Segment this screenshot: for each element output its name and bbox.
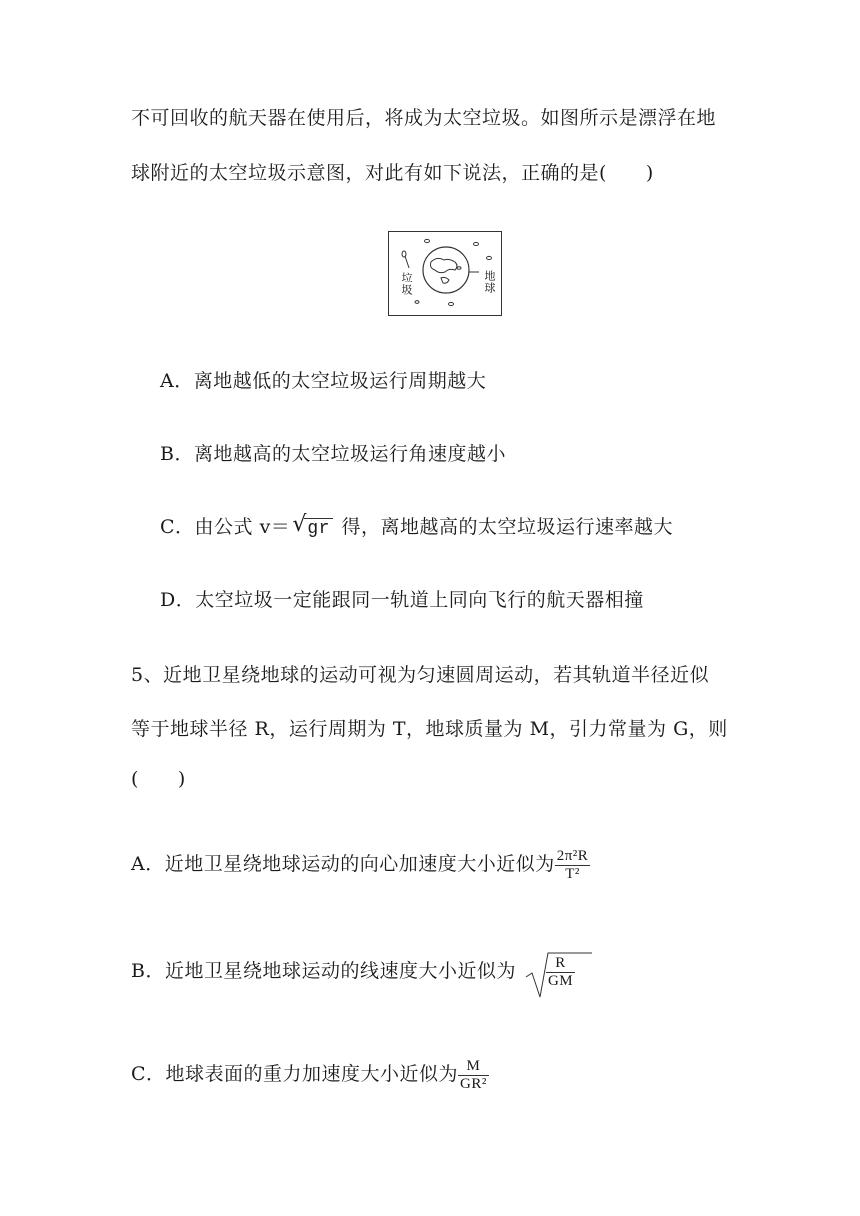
sqrt-radicand: gr (304, 518, 333, 539)
earth-label: 地球 (483, 270, 496, 294)
q5-option-b-text: B．近地卫星绕地球运动的线速度大小近似为 (131, 960, 516, 982)
q4-option-c (160, 512, 673, 539)
q4-option-a: A．离地越低的太空垃圾运行周期越大 (160, 370, 487, 392)
q5-stem-line3: ( ) (131, 768, 186, 790)
q5-option-a (131, 848, 590, 882)
q5-stem-line1: 5、近地卫星绕地球的运动可视为匀速圆周运动，若其轨道半径近似 (131, 664, 710, 686)
q5-option-a-text: A．近地卫星绕地球运动的向心加速度大小近似为 (131, 853, 555, 875)
q5-stem-line2: 等于地球半径 R，运行周期为 T，地球质量为 M，引力常量为 G，则 (131, 718, 728, 740)
q4-option-c-pre: C．由公式 v＝ (160, 516, 291, 538)
fraction-c (458, 1058, 489, 1092)
fraction-c-numerator: M (458, 1058, 489, 1076)
fraction-a-numerator: 2π²R (556, 848, 589, 864)
q4-option-d: D．太空垃圾一定能跟同一轨道上同向飞行的航天器相撞 (160, 589, 644, 611)
q5-option-b (131, 955, 575, 989)
q5-option-c-text: C．地球表面的重力加速度大小近似为 (131, 1063, 459, 1085)
fraction-b-numerator: R (546, 955, 575, 973)
radical-sign (524, 951, 594, 1001)
sqrt-fraction-b (524, 955, 575, 989)
fraction-c-denominator: GR² (460, 1075, 487, 1092)
fraction-a-denominator: T² (565, 865, 580, 882)
q4-option-b: B．离地越高的太空垃圾运行角速度越小 (160, 443, 506, 465)
debris-label: 垃圾 (400, 272, 413, 296)
sqrt-expression: √ gr (292, 516, 333, 539)
q4-stem-line1: 不可回收的航天器在使用后，将成为太空垃圾。如图所示是漂浮在地 (131, 107, 717, 129)
space-debris-figure (388, 231, 502, 316)
fraction-b-denominator: GM (547, 972, 574, 989)
q5-option-c (131, 1058, 489, 1092)
q4-option-c-post: 得，离地越高的太空垃圾运行速率越大 (334, 516, 673, 538)
fraction-a (555, 848, 591, 882)
q4-stem-line2: 球附近的太空垃圾示意图，对此有如下说法，正确的是( ) (131, 162, 654, 184)
